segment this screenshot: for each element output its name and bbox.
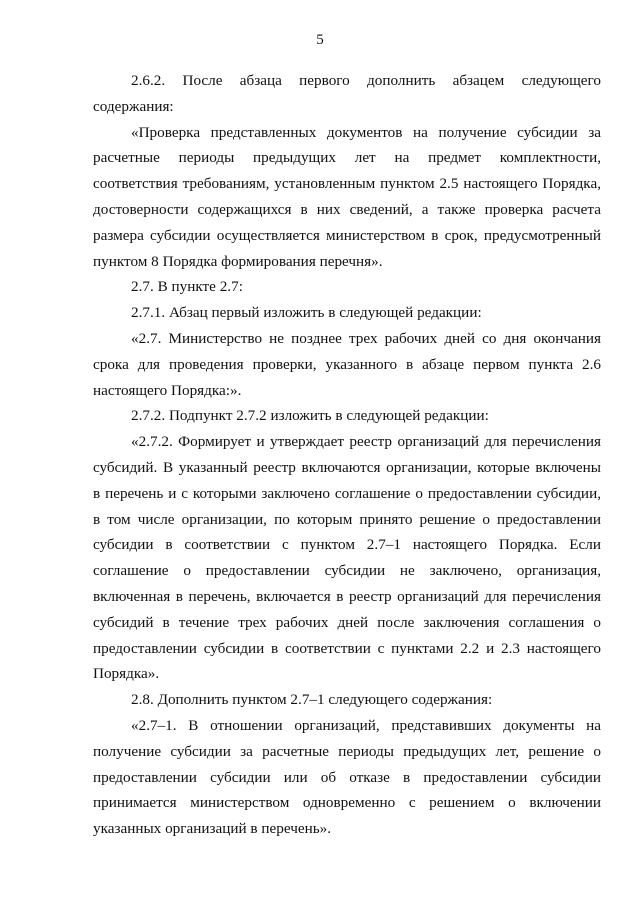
- text-line: указанных организаций в перечень».: [93, 820, 332, 838]
- text-line: соглашение о предоставлении субсидии не заключено, организация,: [93, 562, 601, 580]
- text-line: получение субсидии за расчетные периоды предыдущих лет, решение о: [93, 742, 601, 760]
- text-line: «Проверка представленных документов на получение субсидии за: [131, 123, 601, 141]
- text-line: содержания:: [93, 97, 174, 115]
- text-line: «2.7.2. Формирует и утверждает реестр организаций для перечисления: [131, 433, 601, 451]
- paragraph: [93, 300, 601, 326]
- paragraph: [93, 403, 601, 429]
- text-line: 2.7.2. Подпункт 2.7.2 изложить в следующей редакции:: [131, 407, 489, 425]
- page-number: 5: [316, 32, 324, 48]
- text-line: принимается министерством одновременно с решением о включении: [93, 794, 601, 812]
- text-line: субсидий в течение трех рабочих дней после заключения соглашения о: [93, 613, 601, 631]
- text-line: включенная в перечень, включается в реестр организаций для перечисления: [93, 587, 601, 605]
- text-line: 2.8. Дополнить пунктом 2.7–1 следующего содержания:: [131, 691, 493, 709]
- text-line: предоставлении субсидии или об отказе в предоставлении субсидии: [93, 768, 601, 786]
- text-line: предоставлении субсидии в соответствии с пунктами 2.2 и 2.3 настоящего: [93, 639, 601, 657]
- text-line: Порядка».: [93, 665, 160, 683]
- text-line: субсидии в соответствии с пунктом 2.7–1 настоящего Порядка. Если: [93, 536, 601, 554]
- paragraph: [93, 326, 601, 403]
- paragraph: [93, 68, 601, 120]
- text-line: в том числе организации, по которым принято решение о предоставлении: [93, 510, 601, 528]
- text-line: расчетные периоды предыдущих лет на предмет комплектности,: [93, 149, 601, 167]
- text-line: «2.7–1. В отношении организаций, представивших документы на: [131, 716, 601, 734]
- text-line: «2.7. Министерство не позднее трех рабочих дней со дня окончания: [131, 329, 601, 347]
- text-line: соответствия требованиям, установленным пунктом 2.5 настоящего Порядка,: [93, 175, 601, 193]
- paragraph: [93, 429, 601, 687]
- text-line: 2.7. В пункте 2.7:: [131, 278, 243, 296]
- text-line: достоверности содержащихся в них сведений, а также проверка расчета: [93, 200, 601, 218]
- paragraph: [93, 274, 601, 300]
- text-line: пунктом 8 Порядка формирования перечня».: [93, 252, 383, 270]
- document-body: [93, 68, 601, 842]
- text-line: субсидий. В указанный реестр включаются организации, которые включены: [93, 458, 601, 476]
- text-line: в перечень и с которыми заключено соглашение о предоставлении субсидии,: [93, 484, 601, 502]
- paragraph: [93, 713, 601, 842]
- text-line: срока для проведения проверки, указанного в абзаце первом пункта 2.6: [93, 355, 601, 373]
- text-line: 2.7.1. Абзац первый изложить в следующей редакции:: [131, 304, 482, 322]
- text-line: размера субсидии осуществляется министерством в срок, предусмотренный: [93, 226, 601, 244]
- paragraph: [93, 120, 601, 275]
- paragraph: [93, 687, 601, 713]
- text-line: настоящего Порядка:».: [93, 381, 242, 399]
- text-line: 2.6.2. После абзаца первого дополнить абзацем следующего: [131, 72, 601, 89]
